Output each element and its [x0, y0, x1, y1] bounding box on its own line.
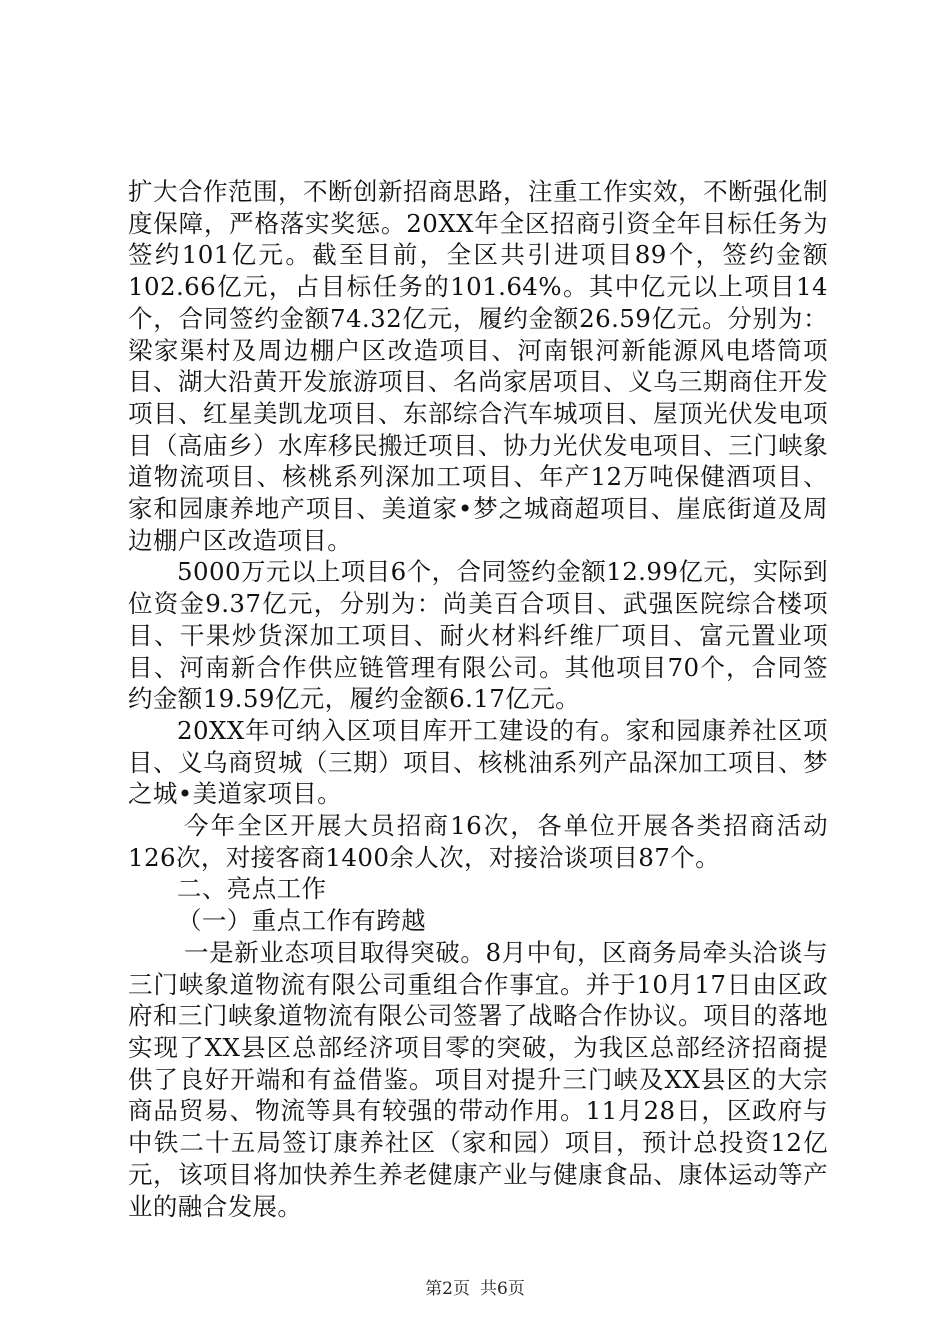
section-heading-highlights: 二、亮点工作	[177, 874, 327, 904]
page-footer	[0, 1274, 950, 1299]
paragraph-5000-projects: 5000万元以上项目6个，合同签约金额12.99亿元，实际到位资金9.37亿元，分别为：尚美百合项目、武强医院综合楼项目、干果炒货深加工项目、耐火材料纤维厂项目、富元置业项目、河南新合作供应链管理有限公司。其他项目70个，合同签约金额19.59亿元，履约金额6.17亿元。	[128, 557, 828, 714]
paragraph-new-business-breakthrough: 一是新业态项目取得突破。8月中旬，区商务局牵头洽谈与三门峡象道物流有限公司重组合作事宜。并于10月17日由区政府和三门峡象道物流有限公司签署了战略合作协议。项目的落地实现了XX县区总部经济项目零的突破，为我区总部经济招商提供了良好开端和有益借鉴。项目对提升三门峡及XX县区的大宗商品贸易、物流等具有较强的带动作用。11月28日，区政府与中铁二十五局签订康养社区（家和园）项目，预计总投资12亿元，该项目将加快养生养老健康产业与健康食品、康体运动等产业的融合发展。	[128, 937, 828, 1221]
subsection-heading-key-work: （一）重点工作有跨越	[177, 906, 426, 936]
page-total: 共6页	[480, 1279, 525, 1299]
paragraph-project-library: 20XX年可纳入区项目库开工建设的有。家和园康养社区项目、义乌商贸城（三期）项目、核桃油系列产品深加工项目、梦之城•美道家项目。	[128, 715, 828, 809]
paragraph-investment-summary: 扩大合作范围，不断创新招商思路，注重工作实效，不断强化制度保障，严格落实奖惩。20XX年全区招商引资全年目标任务为签约101亿元。截至目前，全区共引进项目89个，签约金额102.66亿元，占目标任务的101.64%。其中亿元以上项目14个，合同签约金额74.32亿元，履约金额26.59亿元。分别为：梁家渠村及周边棚户区改造项目、河南银河新能源风电塔筒项目、湖大沿黄开发旅游项目、名尚家居项目、义乌三期商住开发项目、红星美凯龙项目、东部综合汽车城项目、屋顶光伏发电项目（高庙乡）水库移民搬迁项目、协力光伏发电项目、三门峡象道物流项目、核桃系列深加工项目、年产12万吨保健酒项目、家和园康养地产项目、美道家•梦之城商超项目、崖底街道及周边棚户区改造项目。	[128, 177, 828, 555]
page-number: 第2页	[425, 1279, 470, 1299]
paragraph-investment-activities: 今年全区开展大员招商16次，各单位开展各类招商活动126次，对接客商1400余人次，对接洽谈项目87个。	[128, 811, 828, 872]
document-body	[128, 176, 828, 1222]
